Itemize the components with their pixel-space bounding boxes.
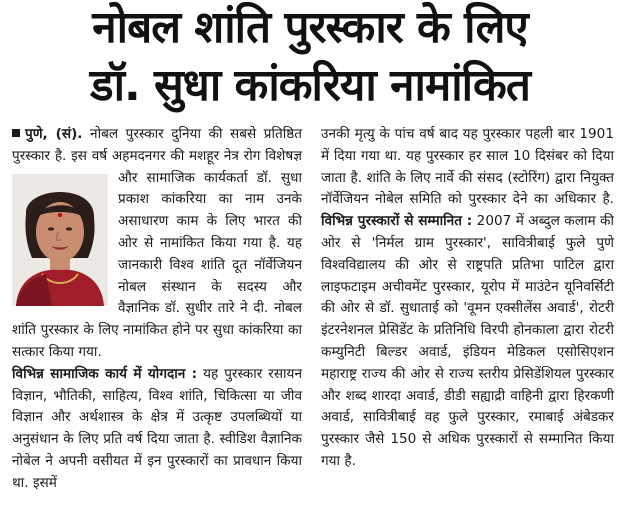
section-1-paragraph xyxy=(12,364,302,495)
intro-paragraph xyxy=(12,124,302,364)
column-2-paragraph xyxy=(321,124,614,473)
intro-text-wrap: प्रकाश कांकरिया का नाम उनके असाधारण काम के लिए भारत की ओर से नामांकित किया गया है. यह जानकारी विश्व शांति दूत नॉर्वेजियन नोबल संस्थान के सदस्य और वैज्ञानिक डॉ. सुधीर तारे ने दी. नोबल शांति पुरस्कार xyxy=(12,191,302,339)
portrait-illustration xyxy=(12,174,108,306)
section-2-text: 2007 में अब्दुल कलाम की ओर से 'निर्मल ग्राम पुरस्कार', सावित्रीबाई फुले पुणे विश्वविद्यालय की ओर से राष्ट्रपति प्रतिभा पाटिल द्वारा लाइफटाइम अचीवमेंट पुरस्कार, यूरोप में माउंटेन यूनिवर्सिटी की ओर से डॉ. सुधाताई को 'वूमन एक्सीलेंस अवार्ड', रोटरी इंटरनेशनल प्रेसिडेंट के प्रतिनिधि विरपी होनकाला द्वारा रोटरी कम्युनिटी बिल्डर अवार्ड, इंडियन मेडिकल एसोसिएशन महाराष्ट्र राज्य की ओर से राज्य स्तरीय प्रेसिडेंशियल पुरस्कार और शब्द शारदा अवार्ड, डीडी सह्याद्री वाहिनी द्वारा हिरकणी अवार्ड, सावित्रीबाई वह फुले पुरस्कार, रमाबाई अंबेडकर पुरस्कार जैसे 150 से अधिक पुरस्कारों से सम्मानित किया गया है. xyxy=(321,213,614,469)
section-1-heading: विभिन्न सामाजिक कार्य में योगदान : xyxy=(12,365,198,382)
intro-text-end: के लिए नामांकित होने पर सुधा कांकरिया का सत्कार किया गया. xyxy=(12,322,302,360)
article-column-right xyxy=(321,124,614,473)
section-1-text: यह पुरस्कार रसायन विज्ञान, भौतिकी, साहित्य, विश्व शांति, चिकित्सा या जीव विज्ञान और अर्थशास्त्र के क्षेत्र में उत्कृष्ट उपलब्धियों या अनुसंधान के लिए प्रति वर्ष दिया जाता है. स्वीडिश वैज्ञानिक नोबेल ने अपनी वसीयत में इन पुरस्कारों का प्रावधान किया था. इसमें xyxy=(12,365,302,491)
portrait-photo xyxy=(12,174,108,306)
intro-text-top: नोबल पुरस्कार दुनिया की सबसे प्रतिष्ठित पुरस्कार है. इस वर्ष अहमदनगर की मशहूर नेत्र रोग विशेषज्ञ और सामाजिक कार्यकर्ता डॉ. सुधा xyxy=(12,126,303,186)
section-2-heading: विभिन्न पुरस्कारों से सम्मानित : xyxy=(321,213,473,230)
column-2-text: उनकी मृत्यु के पांच वर्ष बाद यह पुरस्कार पहली बार 1901 में दिया गया था. यह पुरस्कार हर साल 10 दिसंबर को दिया जाता है. शांति के लिए नार्वे की संसद (स्टोरिंग) द्वारा नियुक्त नॉर्वेजियन नोबेल समिति को पुरस्कार देने का अधिकार है. xyxy=(321,126,614,208)
square-bullet-icon xyxy=(12,129,20,137)
headline-line-1: नोबल शांति पुरस्कार के लिए xyxy=(92,2,528,53)
article-column-left xyxy=(12,124,302,495)
dateline: पुणे, (सं). xyxy=(25,126,83,142)
headline-line-2: डॉ. सुधा कांकरिया नामांकित xyxy=(90,60,530,111)
